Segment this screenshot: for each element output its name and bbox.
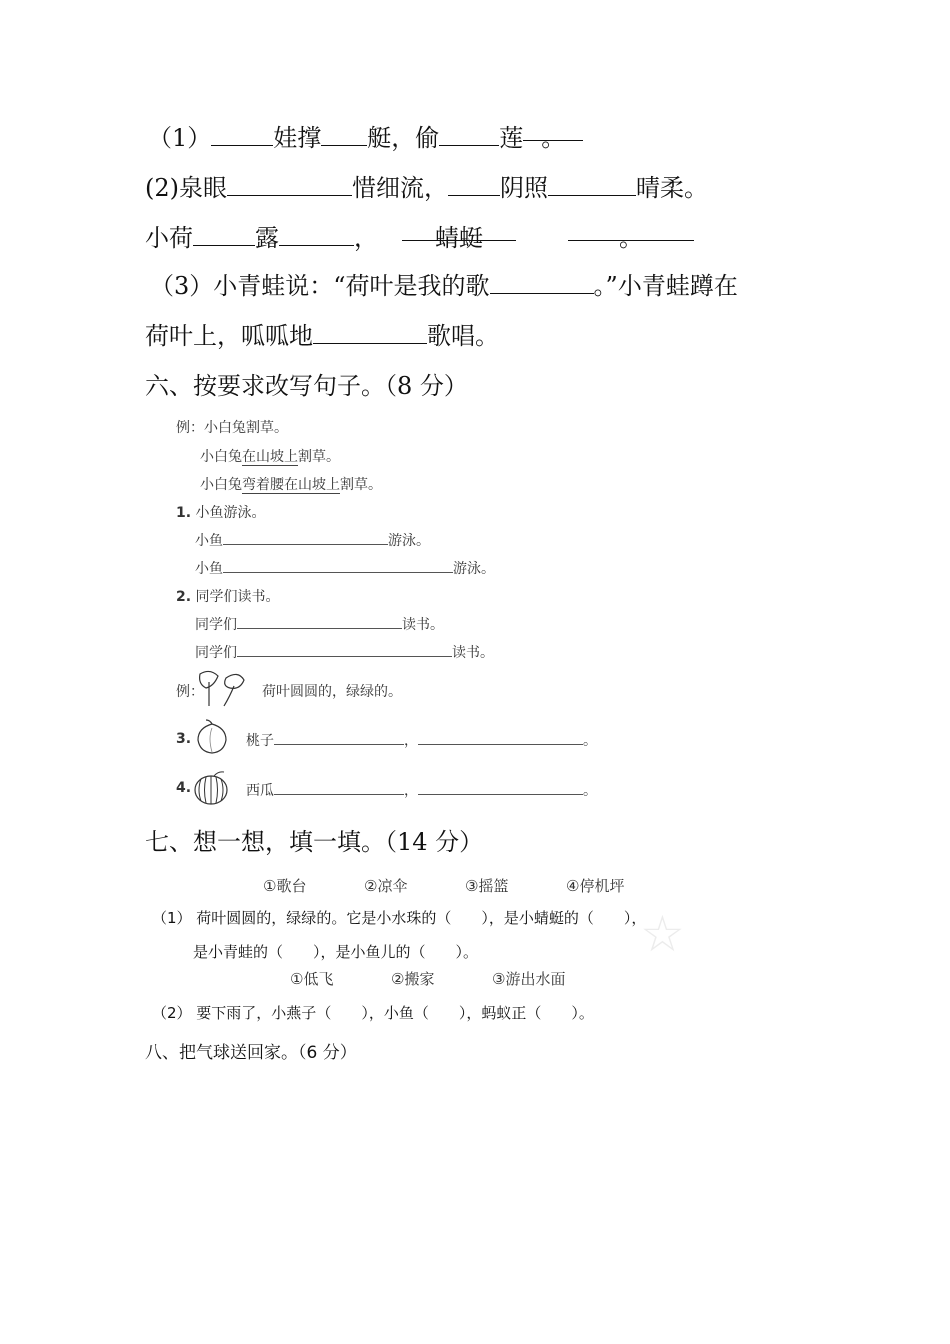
text: 。	[541, 124, 566, 152]
blank[interactable]	[321, 123, 367, 146]
q2-line: （2） 要下雨了，小燕子（ ），小鱼（ ），蚂蚁正（ ）。	[152, 1004, 594, 1022]
blank[interactable]	[313, 321, 427, 344]
label: (2)泉眼	[145, 174, 227, 202]
item-3-number: 3.	[176, 731, 192, 747]
option: ①低飞	[290, 970, 334, 988]
poem-line-5	[145, 316, 499, 351]
example-line-3	[200, 474, 382, 494]
blank[interactable]	[237, 614, 402, 629]
item-2-line-2	[195, 642, 494, 662]
section-7-title: 七、想一想，填一填。（14 分）	[145, 828, 484, 856]
blank[interactable]	[402, 218, 516, 252]
poem-line-2	[145, 168, 708, 203]
watermark: ☆	[640, 905, 685, 963]
text: 割草。	[298, 449, 340, 465]
text: 露	[255, 224, 279, 252]
underlined-text: 弯着腰在山坡上	[242, 477, 340, 493]
blank[interactable]	[193, 223, 255, 246]
text: 读书。	[452, 645, 494, 661]
text: ，	[354, 224, 378, 252]
item-number: 1.	[176, 505, 192, 521]
text: （3）小青蛙说：“荷叶是我的歌	[150, 272, 490, 300]
blank[interactable]	[548, 173, 636, 196]
text: 惜细流，	[352, 174, 448, 202]
text: 读书。	[402, 617, 444, 633]
option: ③游出水面	[492, 970, 566, 988]
blank[interactable]	[237, 642, 452, 657]
text: 荷叶上，呱呱地	[145, 322, 313, 350]
text: 小鱼	[195, 561, 223, 577]
example-label: 例：小白兔割草。	[176, 420, 288, 436]
text: 小鱼	[195, 533, 223, 549]
option: ②搬家	[391, 970, 435, 988]
section-6-title: 六、按要求改写句子。（8 分）	[145, 372, 468, 400]
text: 同学们	[195, 617, 237, 633]
item-2-line-1	[195, 614, 444, 634]
example-b-text: 荷叶圆圆的，绿绿的。	[262, 684, 402, 700]
text: 小白兔	[200, 477, 242, 493]
poem-line-1	[148, 118, 583, 153]
text: 小鱼游泳。	[195, 505, 266, 521]
text: 娃撑	[273, 124, 322, 152]
text: 晴柔。	[636, 174, 708, 202]
text: 歌唱。	[427, 322, 499, 350]
example-b-label: 例：	[176, 684, 204, 700]
peach-icon	[194, 718, 230, 756]
item-4-number: 4.	[176, 780, 192, 796]
text: 蜻蜓	[435, 224, 483, 252]
text: 小白兔	[200, 449, 242, 465]
text: 同学们	[195, 645, 237, 661]
blank[interactable]	[418, 780, 583, 795]
item-1-line-1	[195, 530, 430, 550]
lotus-leaf-icon	[196, 668, 248, 708]
item-1	[176, 502, 266, 522]
text: 阴照	[500, 174, 548, 202]
text: 割草。	[340, 477, 382, 493]
blank[interactable]	[523, 118, 583, 152]
text: ，	[404, 733, 418, 749]
options-row-1	[263, 875, 625, 896]
blank[interactable]	[448, 173, 500, 196]
blank[interactable]	[227, 173, 352, 196]
blank[interactable]	[418, 730, 583, 745]
option: ④停机坪	[566, 877, 625, 895]
option: ②凉伞	[364, 877, 408, 895]
poem-line-4	[150, 266, 738, 301]
option: ③摇篮	[465, 877, 509, 895]
text: ，	[404, 783, 418, 799]
blank[interactable]	[439, 123, 499, 146]
blank[interactable]	[568, 218, 694, 252]
blank[interactable]	[490, 271, 594, 294]
item-1-line-2	[195, 558, 495, 578]
text: 。	[583, 783, 597, 799]
options-row-2	[290, 968, 565, 989]
q1-line-2: 是小青蛙的（ ），是小鱼儿的（ ）。	[193, 943, 479, 961]
blank[interactable]	[211, 123, 273, 146]
item-number: 2.	[176, 589, 192, 605]
text: 桃子	[246, 733, 274, 749]
text: 游泳。	[453, 561, 495, 577]
label: （1）	[148, 124, 212, 152]
blank[interactable]	[274, 780, 404, 795]
blank[interactable]	[223, 558, 453, 573]
option: ①歌台	[263, 877, 307, 895]
item-2	[176, 586, 280, 606]
text: 。	[583, 733, 597, 749]
poem-line-3	[145, 218, 694, 253]
text: 艇，偷	[367, 124, 440, 152]
text: 西瓜	[246, 783, 274, 799]
blank[interactable]	[279, 223, 354, 246]
text: 。	[619, 224, 643, 252]
example-line-2	[200, 446, 340, 466]
text: 同学们读书。	[195, 589, 280, 605]
text: 。”小青蛙蹲在	[593, 272, 738, 300]
section-8-title: 八、把气球送回家。（6 分）	[145, 1043, 357, 1063]
blank[interactable]	[274, 730, 404, 745]
item-4-line	[246, 780, 597, 800]
item-3-line	[246, 730, 597, 750]
label: 小荷	[145, 224, 193, 252]
underlined-text: 在山坡上	[242, 449, 298, 465]
q1-line-1: （1） 荷叶圆圆的，绿绿的。它是小水珠的（ ），是小蜻蜓的（ ），	[152, 909, 647, 927]
text: 游泳。	[388, 533, 430, 549]
blank[interactable]	[223, 530, 388, 545]
text: 莲	[499, 124, 524, 152]
watermelon-icon	[192, 770, 232, 808]
